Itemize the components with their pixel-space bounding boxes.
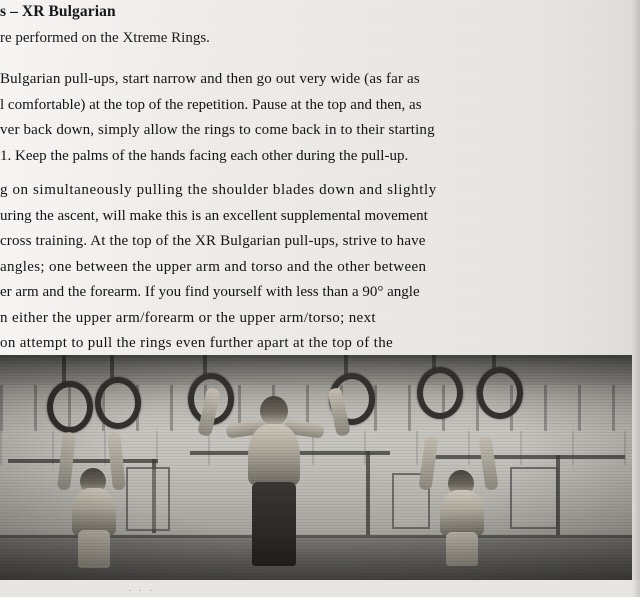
ring-right-inner [417,367,463,419]
athlete-left-torso [72,488,116,536]
athlete-center-arm-left [197,387,221,437]
athlete-right-torso [440,490,484,536]
page-bottom-margin [0,580,640,597]
page-right-edge-shadow [632,0,640,597]
paragraph-1-line-2: l comfortable) at the top of the repetition. Pause at the top and then, as [0,96,422,113]
paragraph-1-line-3: ver back down, simply allow the rings to come back in to their starting [0,122,435,138]
athlete-left-arm-right [107,431,126,490]
exercise-photo [0,355,632,580]
athlete-center-torso [248,424,300,486]
paragraph-2-line-4: angles; one between the upper arm and torso and the other between [0,258,427,275]
paragraph-2-line-3: cross training. At the top of the XR Bulgarian pull-ups, strive to have [0,233,426,249]
paragraph-2-line-6: n either the upper arm/forearm or the upper arm/torso; next [0,309,376,326]
paragraph-2-line-1: g on simultaneously pulling the shoulder blades down and slightly [0,182,437,198]
athlete-right-arm-left [418,435,438,490]
ring-left-inner [95,377,141,429]
ring-right-outer [477,367,523,419]
athlete-right-legs [446,532,478,566]
athlete-center-legs [252,482,296,566]
paragraph-1-line-1: Bulgarian pull-ups, start narrow and then go out very wide (as far as [0,71,420,87]
athlete-right [406,436,526,566]
paragraph-2-line-2: uring the ascent, will make this is an excellent supplemental movement [0,207,428,224]
athlete-center-head [260,396,288,426]
paragraph-1 [0,67,622,169]
athlete-right-arm-right [478,435,498,490]
section-heading: s – XR Bulgarian [0,3,116,20]
athlete-left [46,426,156,566]
background-post-2 [366,451,370,535]
paragraph-2-line-7: on attempt to pull the rings even further apart at the top of the [0,335,394,351]
athlete-center-arm-right [327,387,351,437]
paragraph-1-line-4: 1. Keep the palms of the hands facing each other during the pull-up. [0,147,409,164]
paragraph-2-line-5: er arm and the forearm. If you find yourself with less than a 90° angle [0,284,420,300]
athlete-left-arm-left [57,431,76,490]
caption-marks: · · · [128,585,155,597]
photo-background [0,355,632,580]
athlete-center [196,376,356,566]
athlete-left-legs [78,530,110,568]
intro-line: re performed on the Xtreme Rings. [0,30,210,46]
paragraph-2 [0,178,622,382]
